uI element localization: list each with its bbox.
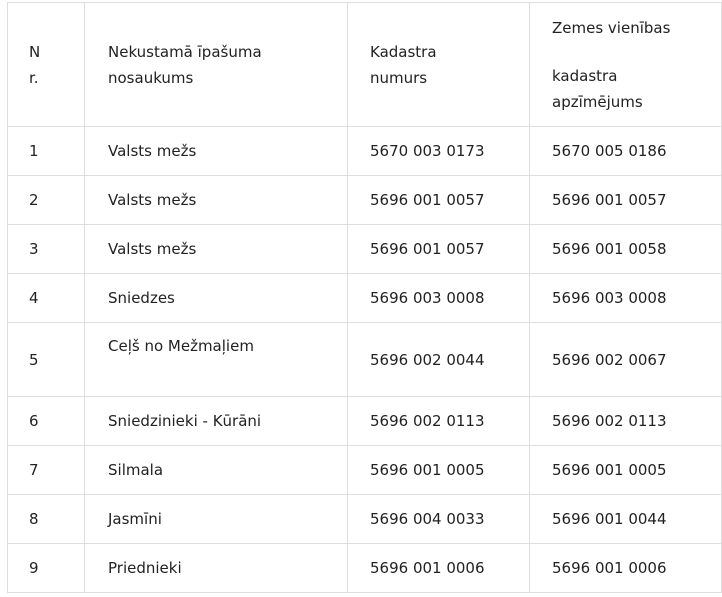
cell-property-name: Sniedzes — [85, 274, 348, 323]
property-table — [7, 2, 722, 593]
cell-cadastre-number: 5696 002 0113 — [348, 397, 530, 446]
cell-cadastre-number: 5696 001 0005 — [348, 446, 530, 495]
header-cad-line1: Kadastra — [370, 42, 437, 61]
header-unit-line1: Zemes vienības — [552, 18, 671, 37]
header-cad-line2: numurs — [370, 68, 428, 87]
cell-property-name: Valsts mežs — [85, 127, 348, 176]
cell-land-unit: 5696 001 0005 — [530, 446, 722, 495]
cell-land-unit: 5696 001 0058 — [530, 225, 722, 274]
cell-nr: 5 — [8, 323, 85, 397]
table-row — [8, 495, 722, 544]
header-name-line2: nosaukums — [108, 68, 194, 87]
cell-cadastre-number: 5696 002 0044 — [348, 323, 530, 397]
cell-land-unit: 5696 001 0044 — [530, 495, 722, 544]
table-header-row — [8, 3, 722, 127]
cell-cadastre-number: 5696 003 0008 — [348, 274, 530, 323]
table-row — [8, 446, 722, 495]
cell-land-unit: 5670 005 0186 — [530, 127, 722, 176]
header-property-name — [85, 3, 348, 127]
cell-property-name: Silmala — [85, 446, 348, 495]
cell-property-name: Priednieki — [85, 544, 348, 593]
table-row — [8, 127, 722, 176]
cell-property-name: Jasmīni — [85, 495, 348, 544]
cell-nr: 3 — [8, 225, 85, 274]
cell-land-unit: 5696 003 0008 — [530, 274, 722, 323]
cell-property-name: Valsts mežs — [85, 225, 348, 274]
table-row — [8, 397, 722, 446]
cell-cadastre-number: 5696 001 0057 — [348, 225, 530, 274]
header-name-line1: Nekustamā īpašuma — [108, 42, 262, 61]
cell-cadastre-number: 5696 001 0057 — [348, 176, 530, 225]
header-land-unit-designation — [530, 3, 722, 127]
table-row — [8, 323, 722, 397]
cell-nr: 8 — [8, 495, 85, 544]
cell-land-unit: 5696 002 0113 — [530, 397, 722, 446]
header-unit-spacer — [552, 41, 721, 63]
cell-nr: 9 — [8, 544, 85, 593]
cell-cadastre-number: 5670 003 0173 — [348, 127, 530, 176]
header-nr-line2: r. — [29, 68, 39, 87]
cell-nr: 7 — [8, 446, 85, 495]
cell-land-unit: 5696 001 0057 — [530, 176, 722, 225]
cell-nr: 4 — [8, 274, 85, 323]
header-cadastre-number — [348, 3, 530, 127]
cell-nr: 2 — [8, 176, 85, 225]
table-row — [8, 274, 722, 323]
header-unit-line2: kadastra — [552, 66, 618, 85]
cell-cadastre-number: 5696 004 0033 — [348, 495, 530, 544]
cell-property-name: Ceļš no Mežmaļiem — [85, 323, 348, 397]
header-nr — [8, 3, 85, 127]
cell-nr: 1 — [8, 127, 85, 176]
header-nr-line1: N — [29, 42, 41, 61]
table-row — [8, 225, 722, 274]
cell-cadastre-number: 5696 001 0006 — [348, 544, 530, 593]
cell-land-unit: 5696 001 0006 — [530, 544, 722, 593]
header-unit-line3: apzīmējums — [552, 92, 643, 111]
table-row — [8, 176, 722, 225]
cell-property-name: Valsts mežs — [85, 176, 348, 225]
cell-land-unit: 5696 002 0067 — [530, 323, 722, 397]
table-row — [8, 544, 722, 593]
cell-nr: 6 — [8, 397, 85, 446]
cell-property-name: Sniedzinieki - Kūrāni — [85, 397, 348, 446]
